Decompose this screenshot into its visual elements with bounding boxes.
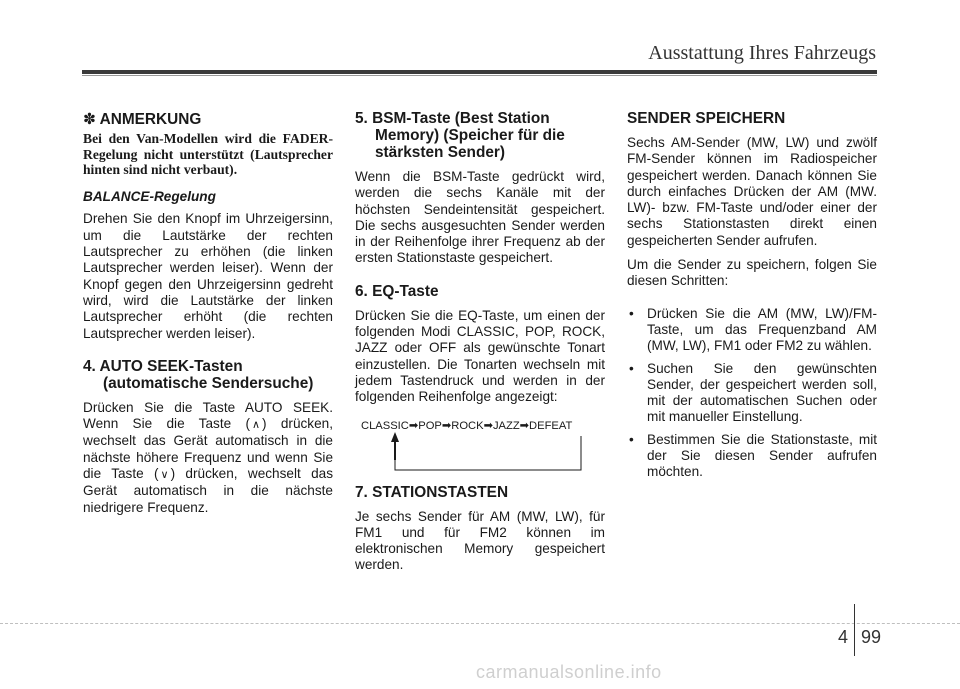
note-text: Bei den Van-Modellen wird die FADER-Regelung nicht unterstützt (Lautsprecher hinten sind nicht verbaut). (83, 131, 333, 177)
bullet-icon: • (629, 360, 634, 376)
bsm-heading: 5. BSM-Taste (Best Station Memory) (Speicher für die stärksten Sender) (355, 110, 565, 161)
bullet-icon: • (629, 305, 634, 321)
column-middle (355, 110, 605, 582)
header-rule (82, 70, 877, 74)
seek-down-icon: ∨ (160, 469, 169, 482)
note-title: ✽ ANMERKUNG (83, 111, 202, 128)
seek-up-icon: ∧ (251, 419, 261, 432)
page-number: 99 (861, 627, 882, 647)
eq-heading: 6. EQ-Taste (355, 282, 439, 300)
save-stations-intro: Um die Sender zu speichern, folgen Sie diesen Schritten: (627, 257, 877, 289)
page-header-title: Ausstattung Ihres Fahrzeugs (648, 42, 876, 64)
bullet-icon: • (629, 431, 634, 447)
list-item: • Drücken Sie die AM (MW, LW)/FM-Taste, um das Frequenzband AM (MW, LW), FM1 oder FM2 zu wählen. (629, 305, 877, 354)
save-steps-list (627, 306, 877, 481)
header-rule-thin (82, 75, 877, 76)
save-stations-heading: SENDER SPEICHERN (627, 110, 786, 127)
bsm-text: Wenn die BSM-Taste gedrückt wird, werden die sechs Kanäle mit der höchsten Sendeintensität gespeichert. Die sechs ausgesuchten Sender werden in der Reihenfolge ihrer Frequenz ab der ersten Stationstaste gespeichert. (355, 169, 605, 266)
station-text: Je sechs Sender für AM (MW, LW), für FM1 und für FM2 können im elektronischen Memory gespeichert werden. (355, 508, 605, 573)
balance-text: Drehen Sie den Knopf im Uhrzeigersinn, um die Lautstärke der rechten Lautsprecher zu erhöhen (die linken Lautsprecher werden leiser). Wenn der Knopf gegen den Uhrzeigersinn gedreht wird, wird die Lautstärke der linken Lautsprecher erhöht (die rechten Lautsprecher werden leiser). (83, 211, 333, 341)
eq-mode-cycle-diagram (355, 414, 605, 474)
list-item: • Suchen Sie den gewünschten Sender, der gespeichert werden soll, mit der automatischen Suchen oder mit manueller Einstellung. (629, 360, 877, 425)
auto-seek-text: Drücken Sie die Taste AUTO SEEK. Wenn Sie die Taste ( ∧ ) drücken, wechselt das Gerät automatisch in die nächste höhere Frequenz und wenn Sie die Taste ( ∨ ) drücken, wechselt das Gerät automatisch in die nächste niedrigere Frequenz. (83, 399, 333, 515)
eq-mode-sequence: CLASSIC➡POP➡ROCK➡JAZZ➡DEFEAT (361, 419, 573, 432)
station-heading: 7. STATIONSTASTEN (355, 483, 509, 501)
watermark: carmanualsonline.info (476, 662, 662, 682)
column-left (83, 110, 333, 524)
auto-seek-heading: 4. AUTO SEEK-Tasten (automatische Sendersuche) (83, 357, 314, 392)
list-item: • Bestimmen Sie die Stationstaste, mit der Sie diesen Sender aufrufen möchten. (629, 431, 877, 480)
chapter-number: 4 (838, 627, 849, 647)
footer-rule (0, 623, 960, 624)
column-right (627, 110, 877, 487)
page-number-divider (854, 604, 855, 656)
balance-heading: BALANCE-Regelung (83, 189, 216, 205)
save-stations-text: Sechs AM-Sender (MW, LW) und zwölf FM-Sender können im Radiospeicher gespeichert werden. Danach können Sie durch einfaches Drücken der AM (MW. LW)- bzw. FM-Taste und/oder einer der sechs Stationstasten direkt einen gespeicherten Sender aufrufen. (627, 135, 877, 248)
eq-cycle-return-arrow (355, 414, 605, 474)
eq-text: Drücken Sie die EQ-Taste, um einen der folgenden Modi CLASSIC, POP, ROCK, JAZZ oder OFF als gewünschte Tonart einzustellen. Die Tonarten wechseln mit jedem Tastendruck und werden in der folgenden Reihenfolge angezeigt: (355, 307, 605, 405)
